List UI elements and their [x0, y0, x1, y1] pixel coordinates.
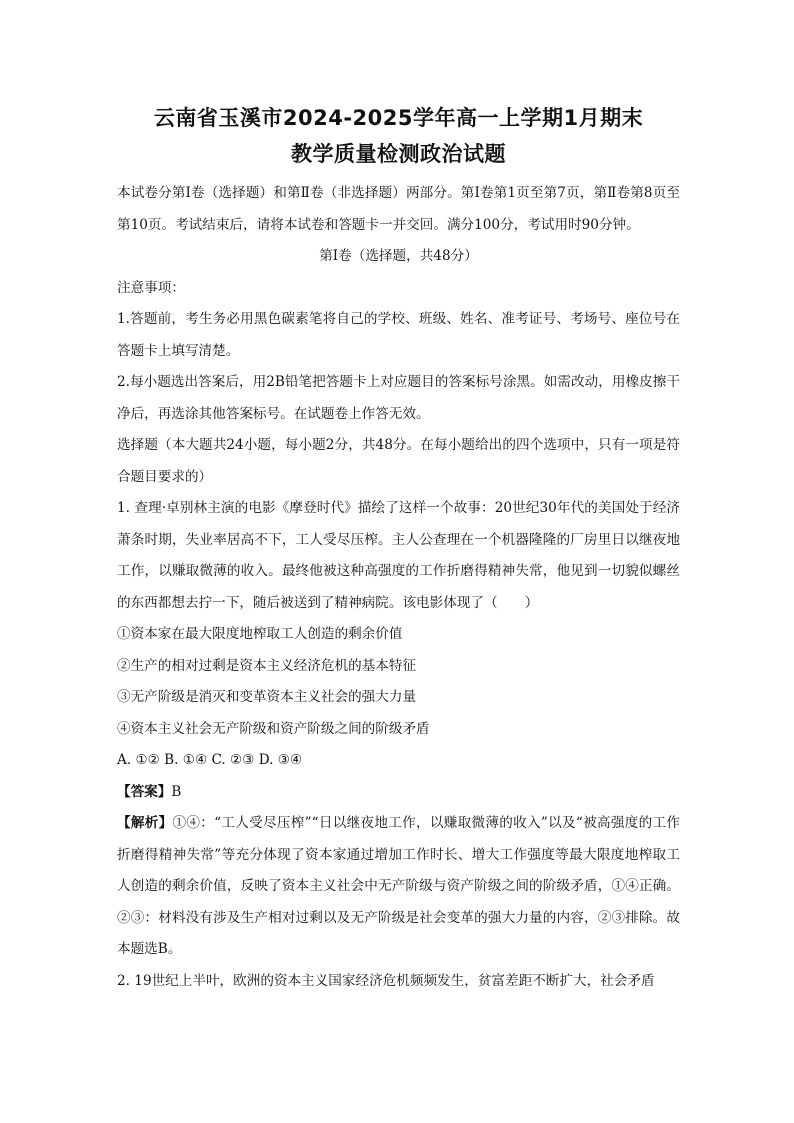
notice-item-2: 2.每小题选出答案后，用2B铅笔把答题卡上对应题目的答案标号涂黑。如需改动，用橡皮擦干净后，再选涂其他答案标号。在试题卷上作答无效。 — [117, 374, 680, 422]
question-1-item-1: ①资本家在最大限度地榨取工人创造的剩余价值 — [117, 626, 403, 642]
question-1-stem: 1. 查理·卓别林主演的电影《摩登时代》描绘了这样一个故事：20世纪30年代的美国处于经济萧条时期，失业率居高不下，工人受尽压榨。主人公查理在一个机器隆隆的厂房里日以继夜地工作，以赚取微薄的收入。最终他被这种高强度的工作折磨得精神失常，他见到一切貌似螺丝的东西都想去拧一下，随后被送到了精神病院。该电影体现了（ ） — [117, 500, 680, 611]
question-1-item-4: ④资本主义社会无产阶级和资产阶级之间的阶级矛盾 — [117, 720, 430, 737]
question-1-item-2: ②生产的相对过剩是资本主义经济危机的基本特征 — [117, 657, 417, 674]
section-heading: 第Ⅰ卷（选择题，共48分） — [319, 248, 478, 264]
choice-section-intro: 选择题（本大题共24小题，每小题2分，共48分。在每小题给出的四个选项中，只有一项是符合题目要求的） — [117, 437, 680, 485]
notice-item-1: 1.答题前，考生务必用黑色碳素笔将自己的学校、班级、姓名、准考证号、考场号、座位号在答题卡上填写清楚。 — [117, 311, 680, 359]
analysis-label: 【解析】 — [117, 815, 173, 831]
answer-value: B — [171, 783, 182, 800]
question-1-options: A. ①② B. ①④ C. ②③ D. ③④ — [117, 752, 303, 768]
doc-title-line1: 云南省玉溪市2024-2025学年高一上学期1月期末 — [153, 106, 644, 130]
answer-label: 【答案】 — [117, 783, 172, 800]
question-1-answer — [117, 777, 680, 809]
exam-page — [117, 100, 680, 997]
analysis-text: ①④：“工人受尽压榨”“日以继夜地工作，以赚取微薄的收入”以及“被高强度的工作折磨得精神失常”等充分体现了资本家通过增加工作时长、增大工作强度等最大限度地榨取工人创造的剩余价值，反映了资本主义社会中无产阶级与资产阶级之间的阶级矛盾，①④正确。②③：材料没有涉及生产相对过剩以及无产阶级是社会变革的强大力量的内容，②③排除。故本题选B。 — [117, 815, 680, 957]
exam-intro: 本试卷分第Ⅰ卷（选择题）和第Ⅱ卷（非选择题）两部分。第Ⅰ卷第1页至第7页，第Ⅱ卷第8页至第10页。考试结束后，请将本试卷和答题卡一并交回。满分100分，考试用时90分钟。 — [117, 185, 680, 233]
question-2-stem: 2. 19世纪上半叶，欧洲的资本主义国家经济危机频频发生，贫富差距不断扩大，社会矛盾 — [117, 972, 655, 989]
question-1-analysis — [117, 808, 680, 966]
doc-title-line2: 教学质量检测政治试题 — [291, 142, 506, 166]
notice-heading: 注意事项： — [117, 279, 185, 296]
question-1-item-3: ③无产阶级是消灭和变革资本主义社会的强大力量 — [117, 689, 417, 705]
